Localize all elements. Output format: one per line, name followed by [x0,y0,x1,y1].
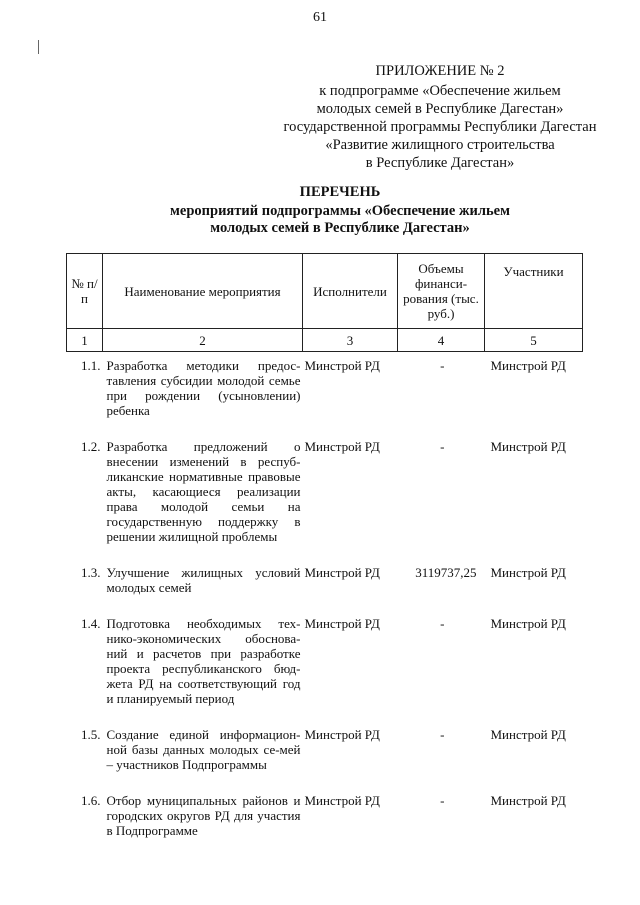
column-number: 1 [67,329,103,352]
heading-line: мероприятий подпрограммы «Обеспечение жильем [170,203,510,219]
funding-volume: - [440,439,445,454]
table-row [67,787,583,853]
participant: Минстрой РД [490,358,566,373]
header-volume: Объемы финанси-рования (тыс. руб.) [398,254,485,329]
heading-title: ПЕРЕЧЕНЬ [299,184,381,200]
funding-volume: 3119737,25 [415,565,477,580]
page-number: 61 [313,10,327,25]
executor: Минстрой РД [304,439,380,454]
activities-table [66,253,583,853]
executor: Минстрой РД [304,565,380,580]
executor: Минстрой РД [304,727,380,742]
executor: Минстрой РД [304,358,380,373]
participant: Минстрой РД [490,793,566,808]
activity-name: Улучшение жилищных условий молодых семей [106,565,301,595]
appendix-line: «Развитие жилищного строительства [325,137,555,153]
activity-name: Отбор муниципальных районов и городских округов РД для участия в Подпрограмме [106,793,301,838]
row-number: 1.4. [81,616,101,631]
appendix-title: ПРИЛОЖЕНИЕ № 2 [375,63,505,79]
column-number: 5 [485,329,583,352]
table-row [67,352,583,434]
header-executors: Исполнители [303,254,398,329]
margin-mark [38,40,39,54]
row-number: 1.1. [81,358,101,373]
executor: Минстрой РД [304,793,380,808]
table-header-row [67,254,583,329]
funding-volume: - [440,793,445,808]
column-number-row [67,329,583,352]
table-row [67,433,583,559]
activity-name: Разработка предложений о внесении изменений в респуб-ликанские нормативные правовые акты, касающиеся реализации права молодой семьи на государственную поддержку в решении жилищной проблемы [106,439,301,544]
participant: Минстрой РД [490,439,566,454]
funding-volume: - [440,727,445,742]
row-number: 1.2. [81,439,101,454]
column-number: 4 [398,329,485,352]
appendix-line: государственной программы Республики Дагестан [283,119,597,135]
funding-volume: - [440,616,445,631]
activity-name: Создание единой информацион-ной базы данных молодых се-мей – участников Подпрограммы [106,727,301,772]
appendix-line: молодых семей в Республике Дагестан» [316,101,564,117]
funding-volume: - [440,358,445,373]
row-number: 1.6. [81,793,101,808]
participant: Минстрой РД [490,565,566,580]
column-number: 3 [303,329,398,352]
heading-line: молодых семей в Республике Дагестан» [210,220,470,236]
header-num: № п/п [67,254,103,329]
appendix-line: к подпрограмме «Обеспечение жильем [319,83,561,99]
executor: Минстрой РД [304,616,380,631]
participant: Минстрой РД [490,727,566,742]
participant: Минстрой РД [490,616,566,631]
table-row [67,610,583,721]
row-number: 1.3. [81,565,101,580]
activity-name: Подготовка необходимых тех-нико-экономических обоснова-ний и расчетов при разработке проекта республиканского бюд-жета РД на соответствующий год и планируемый период [106,616,301,706]
table-row [67,721,583,787]
column-number: 2 [103,329,303,352]
activity-name: Разработка методики предос-тавления субсидии молодой семье при рождении (усыновлении) ребенка [106,358,301,418]
header-name: Наименование мероприятия [103,254,303,329]
appendix-line: в Республике Дагестан» [365,155,515,171]
table-row [67,559,583,610]
header-participants: Участники [485,254,583,329]
row-number: 1.5. [81,727,101,742]
